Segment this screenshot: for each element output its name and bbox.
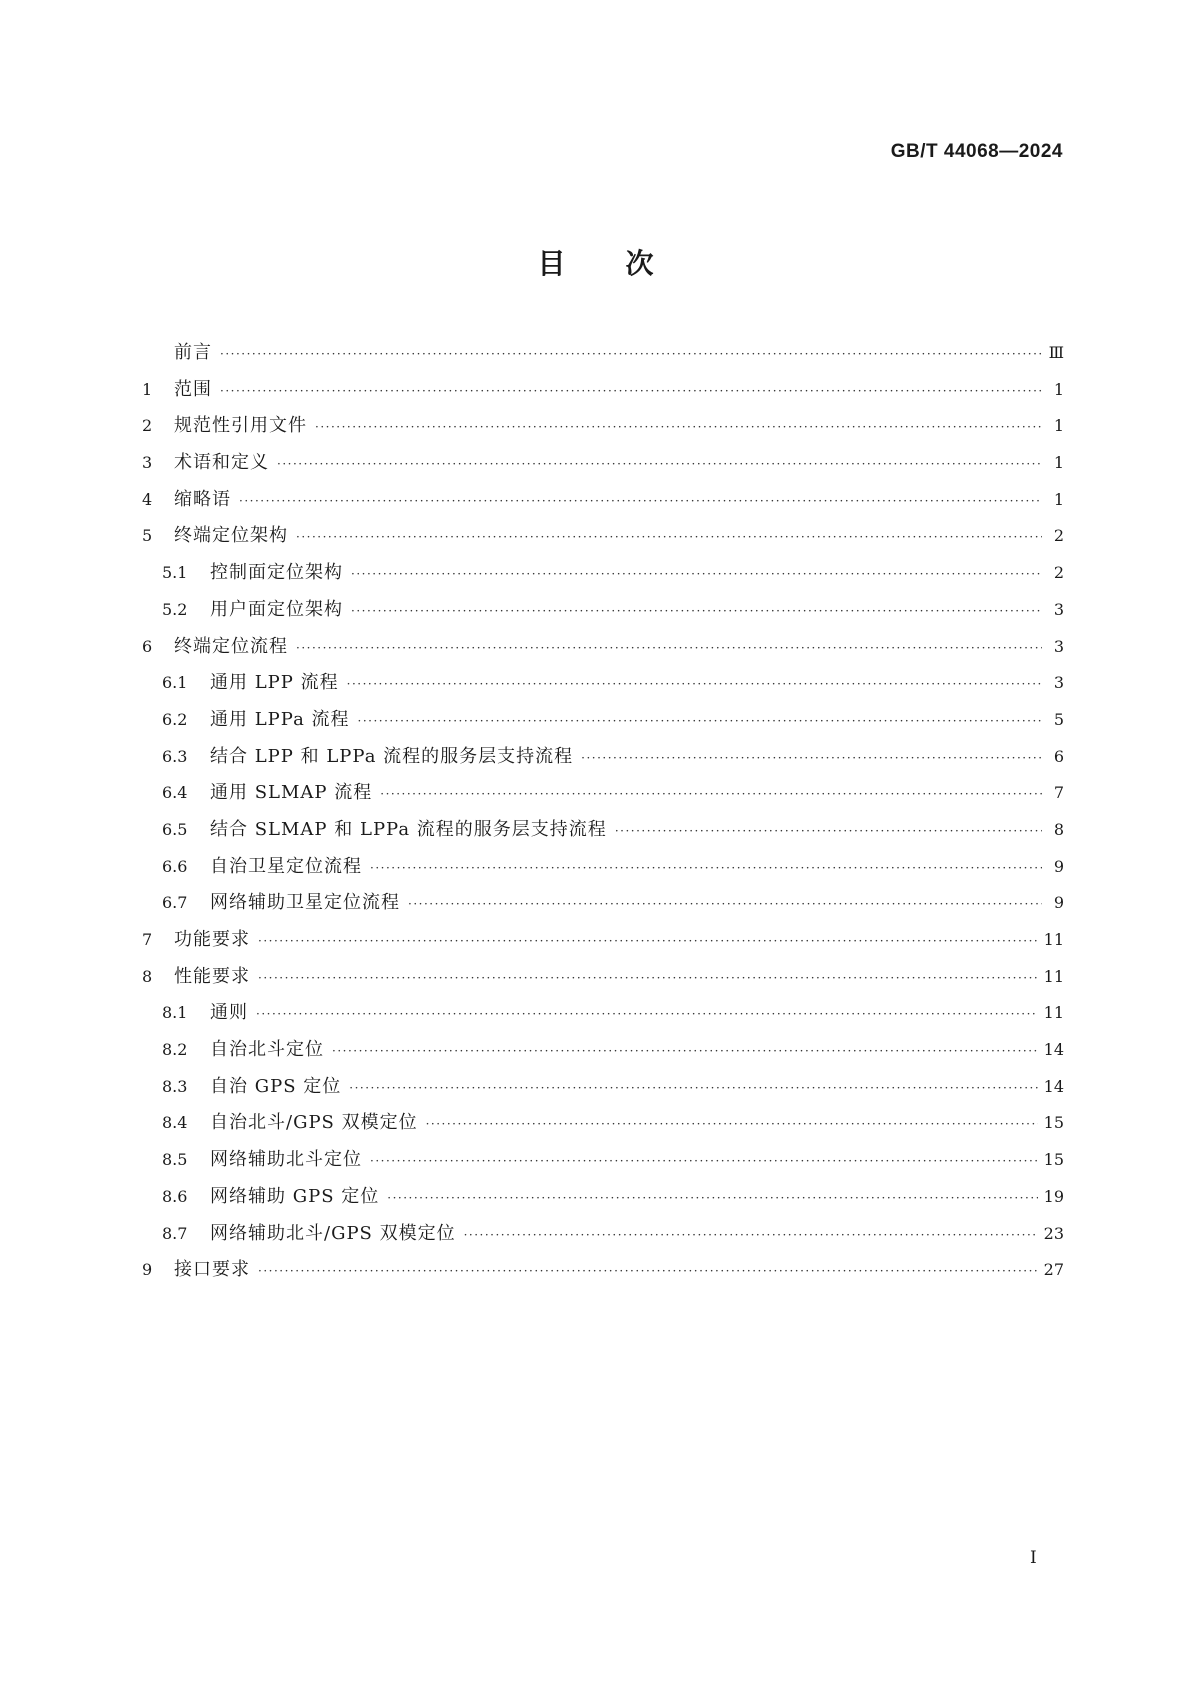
toc-leader-dots <box>296 641 1042 655</box>
toc-subentry[interactable] <box>142 1108 1064 1145</box>
toc-entry-label: 结合 LPP 和 LPPa 流程的服务层支持流程 <box>210 745 574 767</box>
toc-entry-label: 范围 <box>174 378 212 400</box>
toc-entry-page: 6 <box>1053 746 1064 766</box>
toc-leader-dots <box>349 1081 1037 1095</box>
toc-entry-label: 自治卫星定位流程 <box>210 855 362 877</box>
toc-subentry[interactable] <box>142 595 1064 632</box>
toc-entry-number: 8 <box>142 966 153 986</box>
toc-entry-label: 网络辅助 GPS 定位 <box>210 1185 380 1207</box>
toc-entry[interactable] <box>142 338 1064 375</box>
toc-entry-label: 功能要求 <box>174 929 250 950</box>
table-of-contents <box>142 338 1064 1292</box>
toc-entry-page: Ⅲ <box>1048 343 1064 362</box>
toc-entry-number: 7 <box>142 930 153 949</box>
toc-entry[interactable] <box>142 962 1064 999</box>
toc-entry-number: 5 <box>142 526 153 546</box>
toc-entry-number: 5.1 <box>162 563 188 583</box>
toc-subentry[interactable] <box>142 852 1064 889</box>
toc-subentry[interactable] <box>142 668 1064 705</box>
toc-leader-dots <box>370 1154 1038 1168</box>
toc-leader-dots <box>358 714 1042 728</box>
toc-entry[interactable] <box>142 375 1064 412</box>
page-number: I <box>1030 1548 1037 1568</box>
toc-entry-page: 1 <box>1053 489 1064 509</box>
toc-subentry[interactable] <box>142 705 1064 742</box>
toc-entry-number: 6.6 <box>162 856 188 876</box>
toc-leader-dots <box>332 1044 1038 1058</box>
toc-subentry[interactable] <box>142 742 1064 779</box>
toc-entry-page: 2 <box>1053 526 1064 546</box>
toc-entry-page: 1 <box>1053 416 1064 436</box>
toc-entry-number: 6.3 <box>162 746 188 766</box>
toc-leader-dots <box>258 1264 1038 1278</box>
toc-entry-page: 9 <box>1053 893 1064 913</box>
toc-entry[interactable] <box>142 521 1064 558</box>
toc-entry[interactable] <box>142 1255 1064 1292</box>
toc-leader-dots <box>351 567 1042 581</box>
toc-leader-dots <box>387 1191 1037 1205</box>
toc-entry-label: 前言 <box>174 342 212 363</box>
toc-entry-number: 8.1 <box>162 1003 188 1023</box>
toc-entry-label: 自治北斗/GPS 双模定位 <box>210 1112 418 1134</box>
page-title-char-1: 目 <box>537 247 566 280</box>
toc-entry-number: 8.5 <box>162 1150 188 1170</box>
toc-leader-dots <box>277 457 1042 471</box>
toc-leader-dots <box>380 787 1042 801</box>
toc-entry-label: 终端定位流程 <box>174 635 288 657</box>
toc-entry-label: 通则 <box>210 1002 248 1024</box>
toc-entry[interactable] <box>142 448 1064 485</box>
toc-subentry[interactable] <box>142 1035 1064 1072</box>
toc-entry-number: 4 <box>142 489 153 509</box>
toc-entry-page: 23 <box>1043 1223 1064 1243</box>
toc-entry-label: 性能要求 <box>174 965 250 987</box>
toc-subentry[interactable] <box>142 1219 1064 1256</box>
toc-leader-dots <box>351 604 1042 618</box>
toc-leader-dots <box>296 530 1042 544</box>
toc-subentry[interactable] <box>142 998 1064 1035</box>
toc-entry-number: 3 <box>142 453 153 473</box>
toc-entry[interactable] <box>142 632 1064 669</box>
toc-entry-page: 19 <box>1043 1186 1064 1206</box>
toc-entry-label: 通用 LPPa 流程 <box>210 708 350 730</box>
toc-entry-label: 用户面定位架构 <box>210 598 343 620</box>
toc-leader-dots <box>220 347 1042 361</box>
toc-entry-label: 通用 LPP 流程 <box>210 672 339 694</box>
toc-leader-dots <box>370 861 1042 875</box>
toc-entry[interactable] <box>142 411 1064 448</box>
toc-entry-page: 2 <box>1053 563 1064 583</box>
toc-leader-dots <box>426 1117 1038 1131</box>
toc-entry-page: 14 <box>1043 1040 1064 1060</box>
toc-entry-label: 术语和定义 <box>174 452 269 474</box>
toc-entry-label: 网络辅助卫星定位流程 <box>210 892 400 914</box>
toc-entry-page: 11 <box>1043 1003 1064 1023</box>
toc-entry-number: 1 <box>142 379 153 399</box>
toc-entry-label: 控制面定位架构 <box>210 562 343 584</box>
toc-entry-number: 6.1 <box>162 673 188 693</box>
toc-leader-dots <box>615 824 1042 838</box>
toc-entry-number: 8.3 <box>162 1076 188 1096</box>
toc-entry-page: 1 <box>1053 453 1064 473</box>
toc-entry-number: 2 <box>142 416 153 436</box>
toc-entry-page: 5 <box>1053 709 1064 729</box>
toc-entry-page: 14 <box>1043 1076 1064 1096</box>
toc-leader-dots <box>315 420 1042 434</box>
toc-entry-number: 8.2 <box>162 1040 188 1060</box>
toc-entry-number: 8.7 <box>162 1223 188 1243</box>
toc-entry-number: 8.6 <box>162 1186 188 1206</box>
toc-entry-page: 11 <box>1043 930 1064 949</box>
toc-entry[interactable] <box>142 925 1064 962</box>
page-title-char-2: 次 <box>625 247 654 280</box>
toc-leader-dots <box>408 897 1042 911</box>
toc-entry-page: 3 <box>1053 636 1064 656</box>
toc-subentry[interactable] <box>142 1072 1064 1109</box>
toc-entry-page: 11 <box>1043 966 1064 986</box>
toc-entry-number: 9 <box>142 1260 153 1280</box>
toc-entry-label: 结合 SLMAP 和 LPPa 流程的服务层支持流程 <box>210 818 607 840</box>
toc-entry-label: 网络辅助北斗/GPS 双模定位 <box>210 1222 456 1244</box>
toc-entry-page: 1 <box>1053 379 1064 399</box>
toc-entry-label: 缩略语 <box>174 488 231 510</box>
toc-leader-dots <box>256 1007 1038 1021</box>
toc-entry-label: 终端定位架构 <box>174 525 288 547</box>
toc-subentry[interactable] <box>142 1145 1064 1182</box>
toc-entry-page: 27 <box>1043 1260 1064 1280</box>
toc-entry-label: 自治 GPS 定位 <box>210 1075 342 1097</box>
page-title <box>0 242 1191 282</box>
toc-entry-page: 15 <box>1043 1113 1064 1133</box>
toc-leader-dots <box>220 384 1042 398</box>
toc-leader-dots <box>258 971 1038 985</box>
toc-entry-label: 网络辅助北斗定位 <box>210 1149 362 1171</box>
toc-entry-number: 6.5 <box>162 819 188 839</box>
standard-code: GB/T 44068—2024 <box>890 141 1063 162</box>
toc-entry-number: 5.2 <box>162 599 188 619</box>
toc-leader-dots <box>347 677 1042 691</box>
toc-entry-number: 6.2 <box>162 709 188 729</box>
toc-subentry[interactable] <box>142 778 1064 815</box>
toc-subentry[interactable] <box>142 558 1064 595</box>
toc-leader-dots <box>239 494 1042 508</box>
toc-leader-dots <box>581 751 1042 765</box>
toc-leader-dots <box>464 1228 1038 1242</box>
toc-subentry[interactable] <box>142 815 1064 852</box>
toc-entry-page: 9 <box>1053 856 1064 876</box>
toc-entry-page: 7 <box>1053 783 1064 803</box>
toc-entry-label: 接口要求 <box>174 1259 250 1281</box>
toc-entry-number: 6.7 <box>162 893 188 913</box>
toc-entry-page: 3 <box>1053 599 1064 619</box>
toc-entry-number: 6.4 <box>162 783 188 803</box>
toc-entry-number: 8.4 <box>162 1113 188 1133</box>
toc-entry-label: 通用 SLMAP 流程 <box>210 782 373 804</box>
toc-entry-page: 15 <box>1043 1150 1064 1170</box>
toc-entry[interactable] <box>142 485 1064 522</box>
toc-entry-label: 自治北斗定位 <box>210 1039 324 1061</box>
toc-subentry[interactable] <box>142 1182 1064 1219</box>
toc-entry-number: 6 <box>142 636 153 656</box>
toc-entry-page: 3 <box>1053 673 1064 693</box>
toc-leader-dots <box>258 934 1038 948</box>
toc-entry-page: 8 <box>1053 819 1064 839</box>
toc-subentry[interactable] <box>142 888 1064 925</box>
toc-entry-label: 规范性引用文件 <box>174 415 307 437</box>
